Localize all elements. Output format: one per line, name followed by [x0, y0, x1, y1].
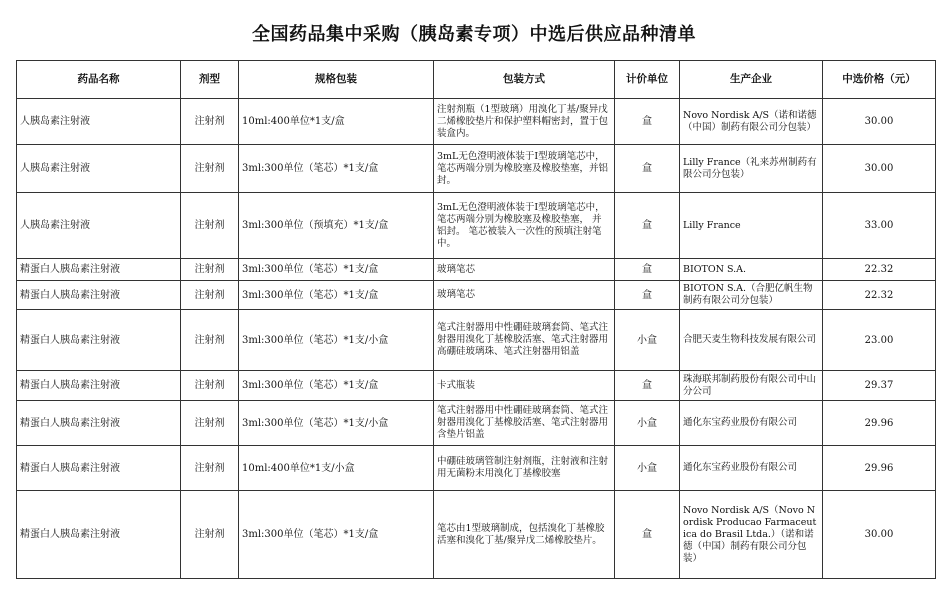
manufacturer: 通化东宝药业股份有限公司	[680, 446, 823, 491]
table-row	[17, 145, 936, 193]
header-drug-name: 药品名称	[17, 61, 181, 99]
manufacturer: BIOTON S.A.（合肥亿帆生物制药有限公司分包装）	[680, 281, 823, 310]
table-row	[17, 281, 936, 310]
price: 23.00	[823, 310, 936, 371]
pricing-unit: 小盒	[615, 446, 680, 491]
drug-name: 人胰岛素注射液	[17, 145, 181, 193]
price: 30.00	[823, 145, 936, 193]
price: 30.00	[823, 491, 936, 579]
price: 29.96	[823, 446, 936, 491]
packaging: 笔式注射器用中性硼硅玻璃套筒、笔式注射器用溴化丁基橡胶活塞、笔式注射器用含垫片铝盖	[434, 401, 615, 446]
dosage-form: 注射剂	[181, 281, 239, 310]
pricing-unit: 盒	[615, 371, 680, 401]
pricing-unit: 盒	[615, 193, 680, 259]
price: 33.00	[823, 193, 936, 259]
page-title: 全国药品集中采购（胰岛素专项）中选后供应品种清单	[252, 24, 696, 45]
table-row	[17, 99, 936, 145]
manufacturer: 合肥天麦生物科技发展有限公司	[680, 310, 823, 371]
specification: 3ml:300单位（预填充）*1支/盒	[239, 193, 434, 259]
header-manufacturer: 生产企业	[680, 61, 823, 99]
header-dosage-form: 剂型	[181, 61, 239, 99]
pricing-unit: 小盒	[615, 401, 680, 446]
drug-name: 精蛋白人胰岛素注射液	[17, 401, 181, 446]
packaging: 玻璃笔芯	[434, 281, 615, 310]
manufacturer: Lilly France（礼来苏州制药有限公司分包装）	[680, 145, 823, 193]
specification: 10ml:400单位*1支/盒	[239, 99, 434, 145]
table-row	[17, 401, 936, 446]
price: 29.96	[823, 401, 936, 446]
header-pricing-unit: 计价单位	[615, 61, 680, 99]
dosage-form: 注射剂	[181, 491, 239, 579]
drug-name: 精蛋白人胰岛素注射液	[17, 310, 181, 371]
pricing-unit: 盒	[615, 281, 680, 310]
drug-name: 精蛋白人胰岛素注射液	[17, 446, 181, 491]
specification: 10ml:400单位*1支/小盒	[239, 446, 434, 491]
pricing-unit: 盒	[615, 145, 680, 193]
manufacturer: BIOTON S.A.	[680, 259, 823, 281]
table-header-row	[17, 61, 936, 99]
manufacturer: 珠海联邦制药股份有限公司中山分公司	[680, 371, 823, 401]
pricing-unit: 盒	[615, 491, 680, 579]
packaging: 笔芯由1型玻璃制成，包括溴化丁基橡胶活塞和溴化丁基/聚异戊二烯橡胶垫片。	[434, 491, 615, 579]
specification: 3ml:300单位（笔芯）*1支/小盒	[239, 310, 434, 371]
table-row	[17, 259, 936, 281]
manufacturer: Novo Nordisk A/S（Novo Nordisk Producao Farmaceutica do Brasil Ltda.）（诺和诺德（中国）制药有限公司分包装）	[680, 491, 823, 579]
packaging: 3mL无色澄明液体装于Ⅰ型玻璃笔芯中，笔芯两端分别为橡胶塞及橡胶垫塞，并铝封。	[434, 145, 615, 193]
price: 22.32	[823, 281, 936, 310]
specification: 3ml:300单位（笔芯）*1支/盒	[239, 281, 434, 310]
specification: 3ml:300单位（笔芯）*1支/盒	[239, 491, 434, 579]
price: 30.00	[823, 99, 936, 145]
manufacturer: Lilly France	[680, 193, 823, 259]
packaging: 中硼硅玻璃管制注射剂瓶，注射液和注射用无菌粉末用溴化丁基橡胶塞	[434, 446, 615, 491]
dosage-form: 注射剂	[181, 401, 239, 446]
specification: 3ml:300单位（笔芯）*1支/盒	[239, 259, 434, 281]
supply-list-table	[16, 60, 936, 579]
price: 29.37	[823, 371, 936, 401]
packaging: 卡式瓶装	[434, 371, 615, 401]
packaging: 玻璃笔芯	[434, 259, 615, 281]
dosage-form: 注射剂	[181, 310, 239, 371]
price: 22.32	[823, 259, 936, 281]
drug-name: 人胰岛素注射液	[17, 193, 181, 259]
table-row	[17, 446, 936, 491]
drug-name: 精蛋白人胰岛素注射液	[17, 259, 181, 281]
dosage-form: 注射剂	[181, 145, 239, 193]
drug-name: 精蛋白人胰岛素注射液	[17, 371, 181, 401]
packaging: 笔式注射器用中性硼硅玻璃套筒、笔式注射器用溴化丁基橡胶活塞、笔式注射器用高硼硅玻璃珠、笔式注射器用铝盖	[434, 310, 615, 371]
dosage-form: 注射剂	[181, 99, 239, 145]
dosage-form: 注射剂	[181, 446, 239, 491]
dosage-form: 注射剂	[181, 193, 239, 259]
table-row	[17, 193, 936, 259]
header-price: 中选价格（元）	[823, 61, 936, 99]
drug-name: 精蛋白人胰岛素注射液	[17, 491, 181, 579]
pricing-unit: 盒	[615, 99, 680, 145]
drug-name: 精蛋白人胰岛素注射液	[17, 281, 181, 310]
dosage-form: 注射剂	[181, 259, 239, 281]
table-row	[17, 491, 936, 579]
specification: 3ml:300单位（笔芯）*1支/盒	[239, 371, 434, 401]
pricing-unit: 小盒	[615, 310, 680, 371]
packaging: 3mL无色澄明液体装于Ⅰ型玻璃笔芯中，笔芯两端分别为橡胶塞及橡胶垫塞， 并铝封。 笔芯被装入一次性的预填注射笔中。	[434, 193, 615, 259]
header-packaging: 包装方式	[434, 61, 615, 99]
specification: 3ml:300单位（笔芯）*1支/盒	[239, 145, 434, 193]
manufacturer: 通化东宝药业股份有限公司	[680, 401, 823, 446]
manufacturer: Novo Nordisk A/S（诺和诺德（中国）制药有限公司分包装）	[680, 99, 823, 145]
specification: 3ml:300单位（笔芯）*1支/小盒	[239, 401, 434, 446]
pricing-unit: 盒	[615, 259, 680, 281]
table-row	[17, 371, 936, 401]
drug-name: 人胰岛素注射液	[17, 99, 181, 145]
table-row	[17, 310, 936, 371]
packaging: 注射剂瓶（1型玻璃）用溴化丁基/聚异戊二烯橡胶垫片和保护塑料帽密封，置于包装盒内。	[434, 99, 615, 145]
dosage-form: 注射剂	[181, 371, 239, 401]
header-specification: 规格包装	[239, 61, 434, 99]
